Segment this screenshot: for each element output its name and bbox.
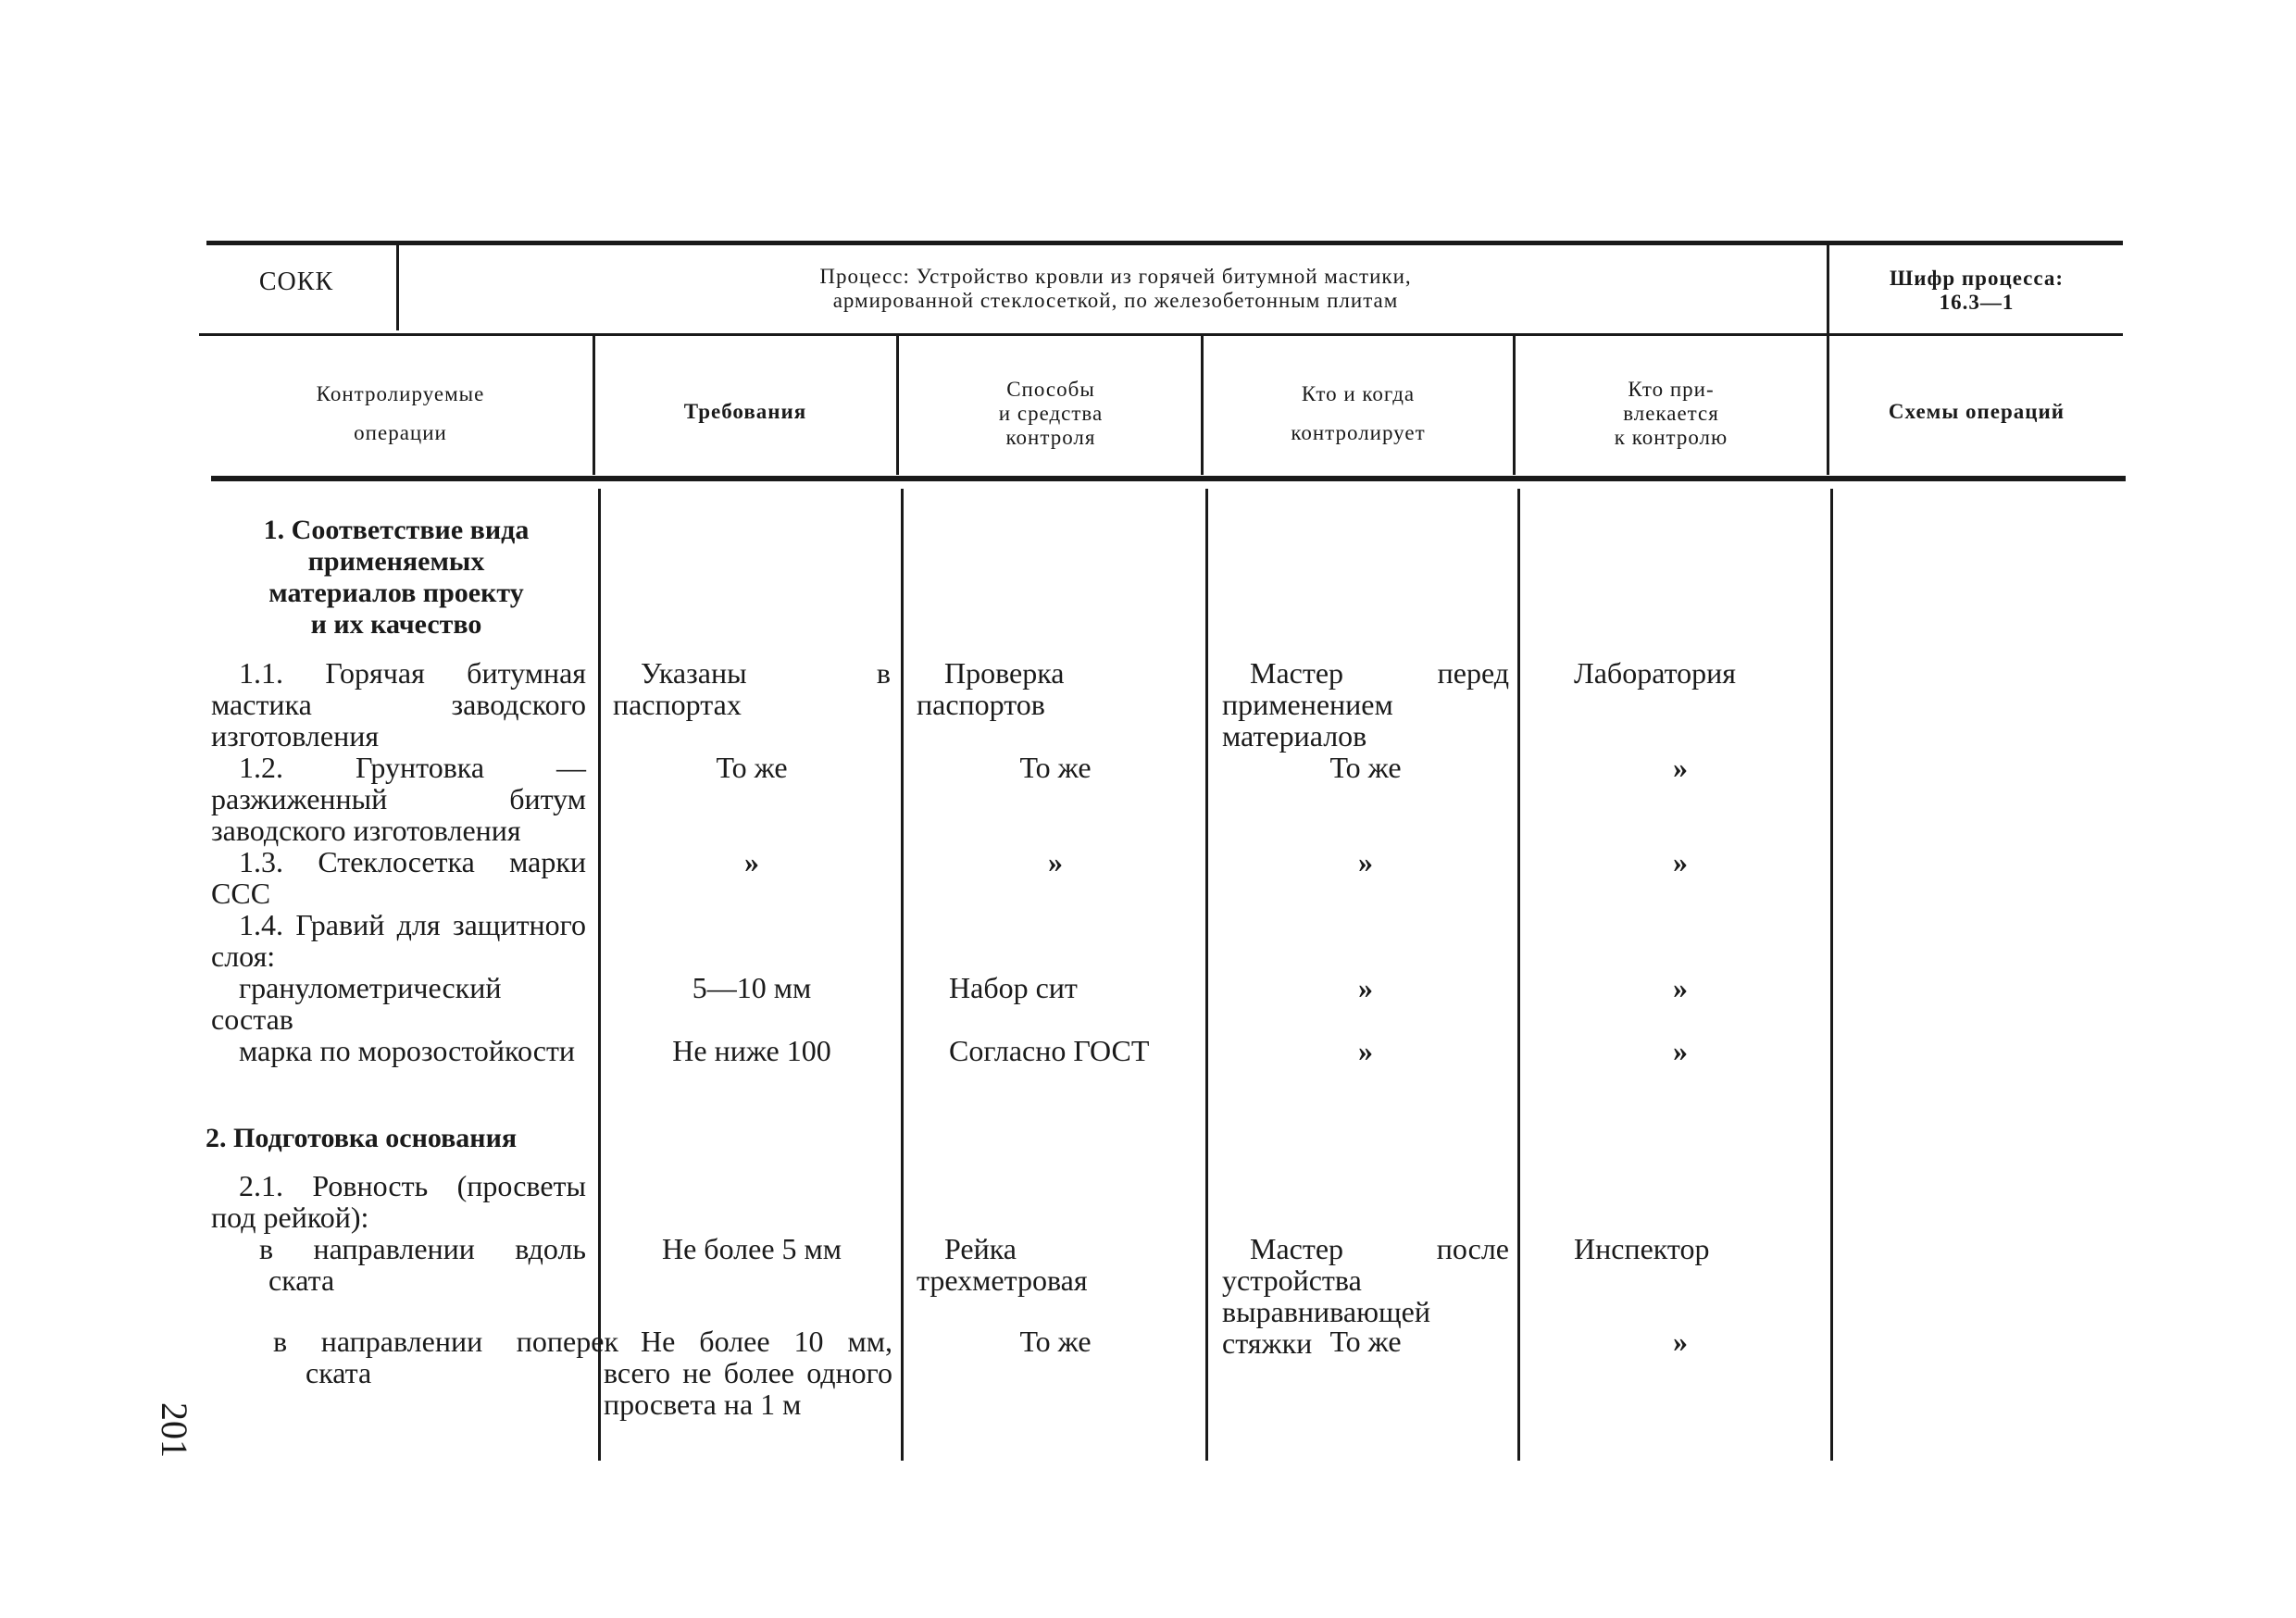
col-header-involved [1518,378,1824,450]
row21b-requirement: Не более 10 мм, всего не более одного просвета на 1 м [604,1325,892,1421]
body-divider-4 [1517,489,1520,1461]
row14b-who: » [1358,1034,1373,1067]
section1-title-l2: применяемых [307,546,485,577]
col4-line1: Кто и когда [1301,382,1416,405]
row12-method: То же [1019,751,1092,784]
header-divider-1 [396,245,399,330]
row21b-who: То же [1329,1325,1402,1358]
colheader-bottom-rule [211,476,2126,481]
row12-involved: » [1673,751,1688,784]
row13-requirement: » [744,845,759,878]
cipher-label: Шифр процесса: [1889,267,2065,290]
row11-requirement: Указаны в паспортах [613,656,891,721]
col-header-schemes: Схемы операций [1888,400,2065,423]
header-divider-2 [1827,245,1829,338]
top-rule [206,241,2123,245]
col1-line1: Контролируемые [316,382,485,405]
row14a-requirement: 5—10 мм [692,971,812,1004]
body-divider-1 [598,489,601,1461]
row11-method: Проверка паспортов [917,656,1065,721]
row21b-operation: в направлении поперек ската [273,1325,618,1389]
row14b-operation: марка по морозостойкости [239,1034,576,1067]
col-header-who-when [1205,375,1511,453]
process-cipher [1838,267,2115,315]
col-divider-3 [1201,336,1204,475]
row14b-requirement: Не ниже 100 [672,1034,831,1067]
row21b-involved: » [1673,1325,1688,1358]
col1-line2: операции [354,421,447,444]
col-header-operations [213,375,588,453]
section1-title [211,515,581,641]
row14a-operation: гранулометрический состав [211,971,502,1036]
col5-line2: влекается [1623,402,1719,425]
row21a-who: Мастер после устройства выравнивающей стяжки [1222,1232,1509,1360]
header-bottom-rule [199,333,2123,336]
process-title [426,265,1805,313]
row12-operation: 1.2. Грунтовка — разжиженный битум заводского изготовления [211,751,586,847]
row14-operation: 1.4. Гравий для защитного слоя: [211,908,586,973]
col-divider-4 [1513,336,1516,475]
row14a-who: » [1358,971,1373,1004]
process-title-line1: Процесс: Устройство кровли из горячей битумной мастики, [819,265,1412,288]
process-title-line2: армированной стеклосеткой, по железобетонным плитам [832,289,1399,312]
col5-line3: к контролю [1614,426,1728,449]
row21-operation: 2.1. Ровность (просветы под рейкой): [211,1169,586,1234]
section1-title-l1: 1. Соответствие вида [263,515,530,545]
row21a-requirement: Не более 5 мм [661,1232,842,1265]
row13-operation: 1.3. Стеклосетка марки ССС [211,845,586,910]
col5-line1: Кто при- [1628,378,1715,401]
cipher-value: 16.3—1 [1939,291,2015,314]
row21a-method: Рейка трехметровая [917,1232,1088,1297]
body-divider-2 [901,489,904,1461]
row14b-method: Согласно ГОСТ [949,1034,1150,1067]
row14a-method: Набор сит [949,971,1078,1004]
row12-requirement: То же [716,751,788,784]
row21a-involved: Инспектор [1574,1232,1710,1265]
col-header-methods [903,378,1199,450]
body-divider-3 [1205,489,1208,1461]
col-divider-5 [1827,336,1829,475]
row11-involved: Лаборатория [1574,656,1736,690]
row11-who: Мастер перед применением материалов [1222,656,1509,753]
row21b-method: То же [1019,1325,1092,1358]
body-divider-5 [1830,489,1833,1461]
col-divider-1 [593,336,595,475]
row13-who: » [1358,845,1373,878]
page-number: 201 [154,1402,195,1458]
col3-line3: контроля [1005,426,1096,449]
section1-title-l3: материалов проекту [268,578,524,608]
row14b-involved: » [1673,1034,1688,1067]
row11-operation: 1.1. Горячая битумная мастика заводского изготовления [211,656,586,753]
col3-line2: и средства [998,402,1104,425]
col3-line1: Способы [1006,378,1095,401]
col-header-requirements: Требования [683,400,807,423]
section1-title-l4: и их качество [310,609,482,640]
row13-method: » [1048,845,1063,878]
row13-involved: » [1673,845,1688,878]
col-divider-2 [896,336,899,475]
col4-line2: контролирует [1291,421,1426,444]
sokk-label: СОКК [258,268,334,296]
row21a-operation: в направлении вдоль ската [259,1232,586,1297]
row12-who: То же [1329,751,1402,784]
section2-title: 2. Подготовка основания [206,1123,518,1153]
row14a-involved: » [1673,971,1688,1004]
